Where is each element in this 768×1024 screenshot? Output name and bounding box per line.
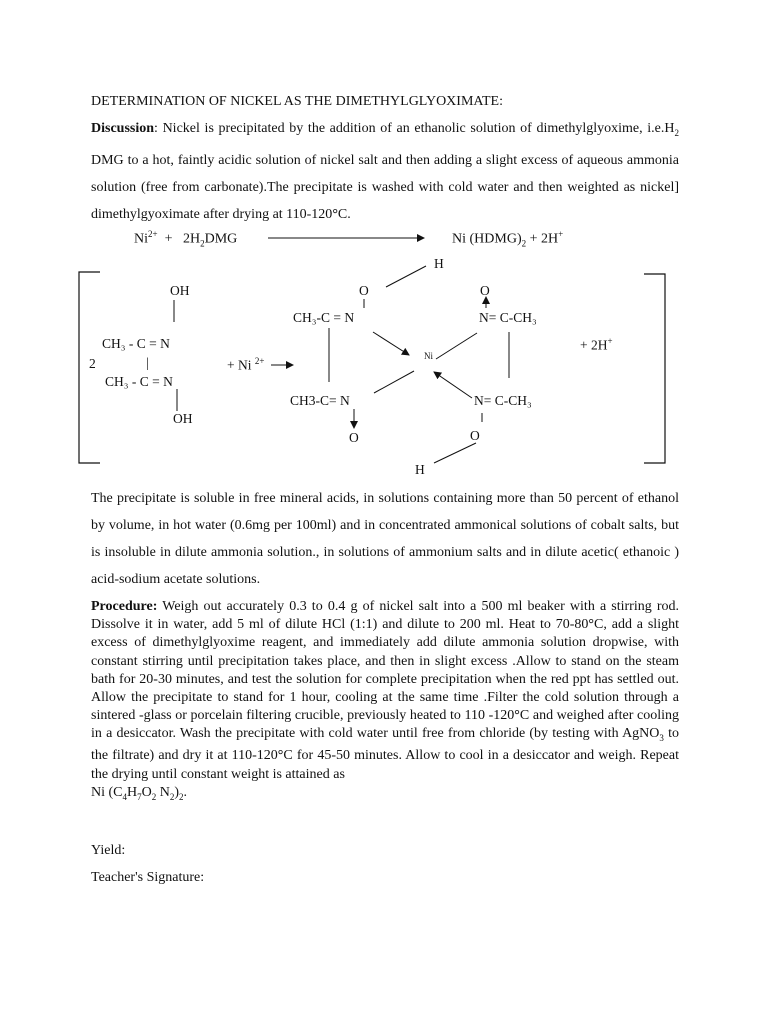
ni-center-label: Ni xyxy=(424,351,433,361)
page-title: DETERMINATION OF NICKEL AS THE DIMETHYLGLYOXIMATE: xyxy=(91,94,503,109)
equation-lhs: $Ni^{2+}$ + $2H_2DMG$ xyxy=(134,229,238,249)
dmg-bottom-oh: OH xyxy=(173,411,193,426)
n-ni-bond-bottom-left xyxy=(374,371,414,393)
o-top-left-label: O xyxy=(359,283,369,298)
procedure-paragraph: Procedure: Weigh out accurately 0.3 to 0.4 g of nickel salt into a 500 ml beaker with a stirring rod. Dissolve it in water, add 5 ml of dilute HCl (1:1) and dilute to 200 ml. Heat to 70-80°C, add a slight excess of dimethylglyoxime reagent, and immediately add dilute ammonia solution dropwise, with constant stirring until precipitation takes place, and then in slight excess .Allow to stand on the steam bath for 20-30 minutes, and test the solution for complete precipitation when the red ppt has settled out. Allow the precipitate to stand for 1 hour, cooling at the same time .Filter the cold solution through a sintered -glass or porcelain filtering crucible, previously heated to 110 -120°C and weighed after cooling in a desiccator. Wash the precipitate with cold water until free from chloride (by testing with AgNO$_3$ to the filtrate) and dry it at 110-120°C for 45-50 minutes. Allow to cool in a desiccator and weigh. Repeat the drying until constant weight is attained as Ni ($C_4H_7O_2$ $N_2)_2$. xyxy=(91,599,679,802)
o-bottom-right-label: O xyxy=(470,428,480,443)
dmg-row-1: CH₃ - C = N xyxy=(102,336,170,351)
final-formula: Ni ($C_4H_7O_2$ $N_2)_2$. xyxy=(91,784,188,802)
dmg-bond-bar: | xyxy=(146,355,149,370)
solubility-paragraph: The precipitate is soluble in free mineral acids, in solutions containing more than 50 percent of ethanol by volume, in hot water (0.6mg per 100ml) and in concentrated ammonical solutions of cobalt salts, but is insoluble in dilute ammonia solution., in solutions of ammonium salts and in dilute acetic( ethanoic ) acid-sodium acetate solutions. xyxy=(91,491,679,587)
h-bond-bottom xyxy=(434,443,476,463)
h-top-label: H xyxy=(434,256,444,271)
ch3c-bottom-label: CH3-C= N xyxy=(290,393,350,408)
discussion-paragraph: Discussion: Nickel is precipitated by the addition of an ethanolic solution of dimethylglyoxime, $i.e.H_2$ DMG to a hot, faintly acidic solution of nickel salt and then adding a slight excess of aqueous ammonia solution (free from carbonate).The precipitate is washed with cold water and then weighted as nickel] dimethylgyoximate after drying at 110-120°C. xyxy=(91,121,679,222)
n-ni-bond-top-right xyxy=(436,333,477,359)
n-ni-arrow-top-left xyxy=(373,332,409,355)
right-bracket xyxy=(644,274,665,463)
ch3c-top-label: CH₃-C = N xyxy=(293,310,355,325)
plus-2h-label: + 2H+ xyxy=(580,336,613,353)
n-c-top-label: N= C-CH₃ xyxy=(479,310,537,325)
h-bottom-label: H xyxy=(415,462,425,477)
dmg-top-oh: OH xyxy=(170,283,190,298)
procedure-heading: Procedure: xyxy=(91,599,158,614)
coefficient-2: 2 xyxy=(89,356,96,371)
h-bond-top xyxy=(386,266,426,287)
teacher-signature-label: Teacher's Signature: xyxy=(91,870,205,885)
equation-rhs: Ni $(HDMG)_2 + 2H^+$ xyxy=(452,229,564,249)
dmg-row-2: CH₃ - C = N xyxy=(105,374,173,389)
o-bottom-left-label: O xyxy=(349,430,359,445)
o-top-right-label: O xyxy=(480,283,490,298)
plus-ni-label: + Ni $^{2+}$ xyxy=(227,356,265,373)
n-c-bottom-label: N= C-CH₃ xyxy=(474,393,532,408)
yield-label: Yield: xyxy=(91,843,126,858)
discussion-heading: Discussion xyxy=(91,121,155,136)
n-ni-arrow-bottom-right xyxy=(434,372,472,398)
